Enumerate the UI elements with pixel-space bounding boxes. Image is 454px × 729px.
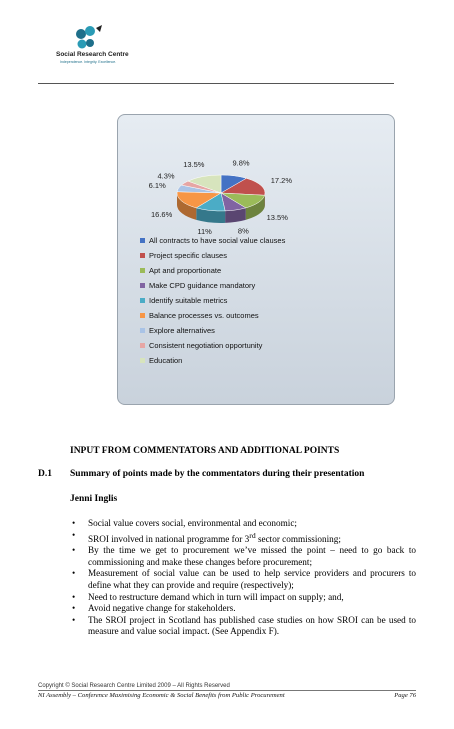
legend-swatch bbox=[140, 253, 145, 258]
legend-item bbox=[140, 353, 285, 368]
pie-data-label: 13.5% bbox=[266, 212, 288, 222]
bullet-item: • By the time we get to procurement we’ve missed the point – need to go back to commissioning and make these changes before procurement; bbox=[70, 545, 416, 568]
footer-title: NI Assembly – Conference Maximising Economic & Social Benefits from Public Procurement bbox=[38, 692, 285, 699]
speaker-name: Jenni Inglis bbox=[70, 494, 118, 504]
pie-chart bbox=[118, 115, 394, 235]
section-title: Summary of points made by the commentators during their presentation bbox=[70, 469, 365, 479]
page-number: Page 76 bbox=[394, 692, 416, 699]
legend-label: Identify suitable metrics bbox=[149, 296, 228, 305]
legend-swatch bbox=[140, 283, 145, 288]
footer-rule bbox=[38, 690, 416, 691]
logo-name: Social Research Centre bbox=[56, 51, 129, 58]
legend-swatch bbox=[140, 298, 145, 303]
footer-bar bbox=[38, 692, 416, 699]
legend-swatch bbox=[140, 313, 145, 318]
legend-swatch bbox=[140, 343, 145, 348]
legend-label: All contracts to have social value clauses bbox=[149, 236, 286, 245]
header-rule bbox=[38, 83, 394, 84]
legend-item bbox=[140, 233, 285, 248]
chart-legend bbox=[140, 233, 285, 368]
bullet-item: • The SROI project in Scotland has published case studies on how SROI can be used to measure and value social impact. (See Appendix F). bbox=[70, 615, 416, 638]
pie-chart-panel bbox=[117, 114, 395, 405]
pie-data-label: 6.1% bbox=[148, 180, 166, 190]
section-number: D.1 bbox=[38, 469, 52, 479]
pie-data-label: 9.8% bbox=[232, 158, 250, 168]
pie-data-label: 8% bbox=[237, 226, 249, 235]
bullet-list bbox=[70, 518, 416, 638]
legend-item bbox=[140, 323, 285, 338]
bullet-item: • Avoid negative change for stakeholders. bbox=[70, 603, 416, 615]
legend-item bbox=[140, 248, 285, 263]
pie-data-label: 4.3% bbox=[157, 171, 175, 181]
legend-label: Explore alternatives bbox=[149, 326, 215, 335]
legend-swatch bbox=[140, 328, 145, 333]
legend-label: Balance processes vs. outcomes bbox=[149, 311, 259, 320]
pie-data-label: 11% bbox=[197, 227, 212, 235]
legend-label: Consistent negotiation opportunity bbox=[149, 341, 263, 350]
legend-item bbox=[140, 278, 285, 293]
legend-label: Project specific clauses bbox=[149, 251, 227, 260]
legend-item bbox=[140, 263, 285, 278]
bullet-item: • Measurement of social value can be used to help service providers and procurers to define what they can provide and require (respectively); bbox=[70, 568, 416, 591]
bullet-item bbox=[70, 530, 416, 546]
legend-swatch bbox=[140, 238, 145, 243]
pie-data-label: 13.5% bbox=[183, 159, 205, 169]
legend-item bbox=[140, 308, 285, 323]
bullet-item: • Social value covers social, environmental and economic; bbox=[70, 518, 416, 530]
legend-swatch bbox=[140, 268, 145, 273]
pie-data-label: 16.6% bbox=[150, 210, 173, 220]
bullet-text: SROI involved in national programme for 3rd sector commissioning; bbox=[88, 530, 341, 544]
legend-item bbox=[140, 338, 285, 353]
legend-label: Apt and proportionate bbox=[149, 266, 222, 275]
pie-data-label: 17.2% bbox=[270, 176, 293, 186]
copyright-notice: Copyright © Social Research Centre Limited 2009 – All Rights Reserved bbox=[38, 683, 230, 689]
legend-swatch bbox=[140, 358, 145, 363]
logo-tagline: Independence. Integrity. Excellence. bbox=[60, 60, 117, 64]
bullet-item: • Need to restructure demand which in turn will impact on supply; and, bbox=[70, 592, 416, 604]
legend-label: Make CPD guidance mandatory bbox=[149, 281, 256, 290]
section-heading: INPUT FROM COMMENTATORS AND ADDITIONAL POINTS bbox=[70, 446, 340, 456]
legend-label: Education bbox=[149, 356, 183, 365]
legend-item bbox=[140, 293, 285, 308]
